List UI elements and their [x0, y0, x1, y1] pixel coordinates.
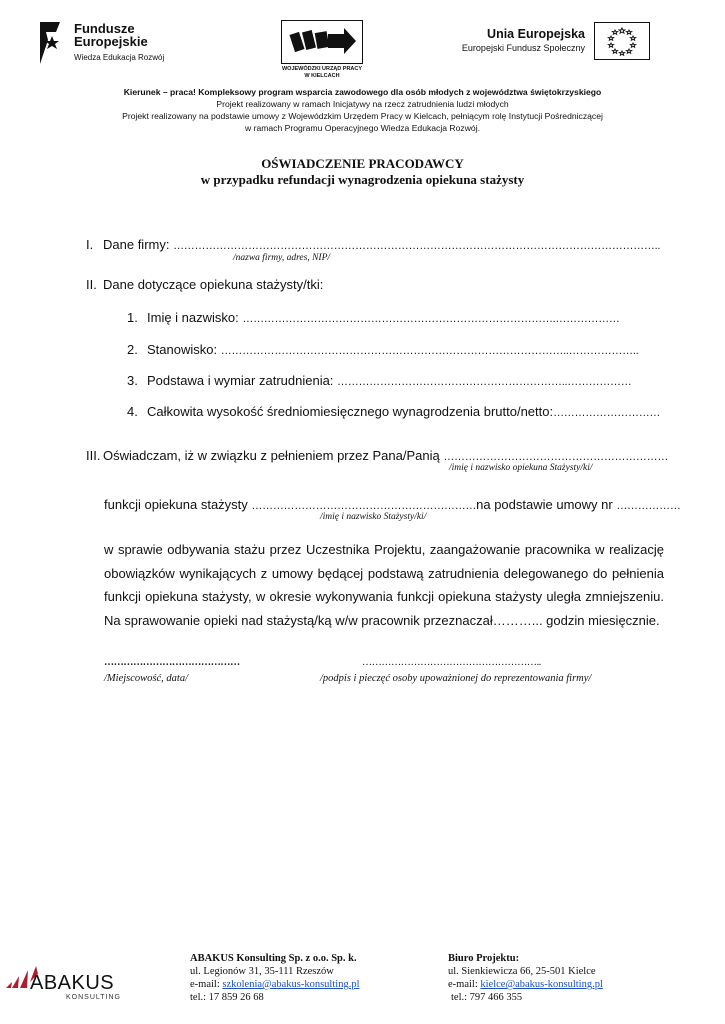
office-name: Biuro Projektu: [448, 953, 520, 964]
contract-number-field[interactable]: ……………… [616, 500, 681, 512]
section3-text2a: funkcji opiekuna stażysty [104, 497, 248, 512]
section3-line2 [104, 497, 681, 512]
item-label: Całkowita wysokość średniomiesięcznego wynagrodzenia brutto/netto: [147, 404, 554, 419]
office-email-link[interactable]: kielce@abakus-konsulting.pl [480, 979, 603, 990]
company-name: ABAKUS Konsulting Sp. z o.o. Sp. k. [190, 953, 357, 964]
employment-field[interactable]: ………………………………………………………..……………… [337, 376, 632, 388]
company-email-row [190, 978, 359, 991]
fe-logo-line3: Wiedza Edukacja Rozwój [74, 53, 165, 62]
section3-paragraph [104, 538, 664, 632]
document-title: OŚWIADCZENIE PRACODAWCY [261, 156, 464, 171]
position-field[interactable]: ……………………………………………………………………………………..……………….. [220, 345, 639, 357]
section3-text1: Oświadczam, iż w związku z pełnieniem przez Pana/Panią [103, 448, 440, 463]
section1-field[interactable]: ……………………………………………………………………………………………………………………….. [173, 240, 661, 252]
section1-num: I. [86, 237, 94, 252]
signature-field[interactable]: ……………………………………………….. [362, 657, 542, 668]
item-label: Podstawa i wymiar zatrudnienia: [147, 373, 334, 388]
section1-hint: /nazwa firmy, adres, NIP/ [233, 253, 331, 263]
footer-company [190, 952, 359, 1004]
office-address: ul. Sienkiewicza 66, 25-501 Kielce [448, 966, 596, 977]
project-line4: w ramach Programu Operacyjnego Wiedza Edukacja Rozwój. [245, 123, 480, 133]
wup-logo [281, 20, 363, 82]
section3-num: III. [86, 448, 101, 463]
para-line-2: obowiązków wynikających z umowy będącej podstawą zatrudnienia delegowanego do pełnienia [104, 565, 664, 581]
section3-line1 [86, 448, 668, 463]
office-email-row [448, 978, 603, 991]
section3-hint2: /imię i nazwisko Stażysty/ki/ [320, 512, 427, 522]
name-field[interactable]: …………………………………………………………………………….……………… [242, 313, 620, 325]
company-email-link[interactable]: szkolenia@abakus-konsulting.pl [222, 979, 360, 990]
ue-logo-text [430, 27, 585, 54]
abakus-logo [0, 960, 140, 1008]
fe-logo-line1: Fundusze [74, 21, 135, 36]
section2-line [86, 277, 323, 292]
para-line-3: funkcji opiekuna stażysty, w okresie wykonywania funkcji opiekuna stażysty uległa zmniejszeniu. [104, 589, 664, 604]
project-line2: Projekt realizowany w ramach Inicjatywy na rzecz zatrudnienia ludzi młodych [216, 99, 509, 109]
section2-item-2 [127, 342, 638, 357]
project-line3: Projekt realizowany na podstawie umowy z Wojewódzkim Urzędem Pracy w Kielcach, pełniącym rolę Instytucji Pośredniczącej [122, 111, 603, 121]
place-date-field[interactable]: …………………………………… [104, 657, 240, 668]
wup-logo-line1: WOJEWÓDZKI URZĄD PRACY [281, 66, 363, 72]
office-tel: tel.: 797 466 355 [451, 992, 523, 1003]
company-tel: tel.: 17 859 26 68 [190, 992, 264, 1003]
ue-logo-line2: Europejski Fundusz Społeczny [461, 43, 585, 53]
company-email-label: e-mail: [190, 979, 220, 990]
section2-item-4 [127, 404, 660, 419]
item-num: 1. [127, 310, 138, 325]
item-num: 2. [127, 342, 138, 357]
office-email-label: e-mail: [448, 979, 478, 990]
section1-line [86, 237, 660, 252]
para-line-4: Na sprawowanie opieki nad stażystą/ką w/w pracownik przeznaczał………... godzin miesięcznie. [104, 612, 660, 628]
section1-label: Dane firmy: [103, 237, 170, 252]
section3-text2b: na podstawie umowy nr [476, 497, 613, 512]
place-date-label: /Miejscowość, data/ [104, 673, 188, 684]
item-num: 4. [127, 404, 138, 419]
mentor-name-field[interactable]: ……………………………………………………… [443, 451, 669, 463]
fe-logo-line2: Europejskie [74, 34, 148, 49]
abakus-logo-main: ABAKUS [30, 972, 115, 994]
item-label: Stanowisko: [147, 342, 218, 357]
section2-label: Dane dotyczące opiekuna stażysty/tki: [103, 277, 324, 292]
project-title: Kierunek – praca! Kompleksowy program wsparcia zawodowego dla osób młodych z województwa świętokrzyskiego [123, 87, 602, 97]
item-label: Imię i nazwisko: [147, 310, 239, 325]
abakus-logo-sub: KONSULTING [66, 994, 121, 1001]
section2-item-1 [127, 310, 620, 325]
footer-office [448, 952, 603, 1004]
wup-logo-line2: W KIELCACH [304, 73, 340, 79]
salary-field[interactable]: ………………………… [553, 407, 661, 419]
fe-logo [38, 20, 178, 68]
document-subtitle: w przypadku refundacji wynagrodzenia opiekuna stażysty [200, 172, 525, 187]
intern-name-field[interactable]: ……………………………………………………… [251, 500, 477, 512]
section3-hint1: /imię i nazwisko opiekuna Stażysty/ki/ [449, 463, 593, 473]
section2-item-3 [127, 373, 631, 388]
section2-num: II. [86, 277, 97, 292]
company-address: ul. Legionów 31, 35-111 Rzeszów [190, 966, 334, 977]
signature-label: /podpis i pieczęć osoby upoważnionej do reprezentowania firmy/ [320, 673, 592, 684]
eu-flag-icon [594, 22, 650, 60]
para-line-1: w sprawie odbywania stażu przez Uczestnika Projektu, zaangażowanie pracownika w realizację [104, 542, 664, 557]
item-num: 3. [127, 373, 138, 388]
wup-arrow-icon [284, 23, 360, 61]
ue-logo-line1: Unia Europejska [487, 27, 585, 41]
fe-star-icon [38, 20, 68, 64]
